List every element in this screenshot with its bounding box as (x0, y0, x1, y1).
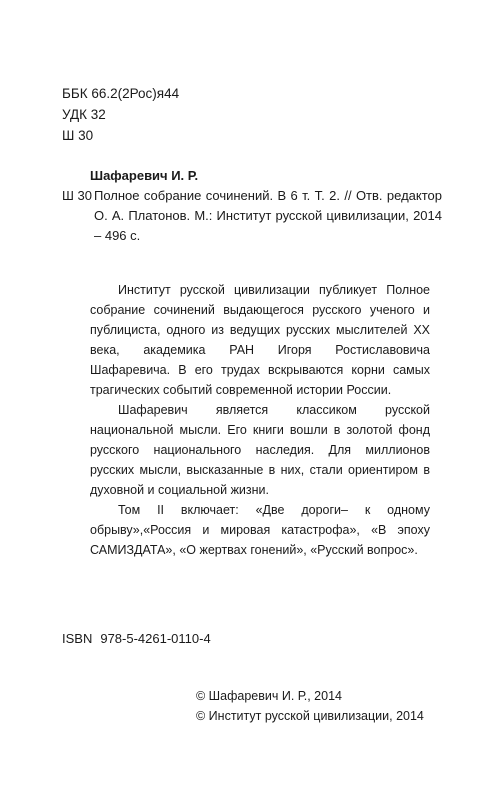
isbn-number: 978-5-4261-0110-4 (100, 631, 211, 646)
record-code: Ш 30 (62, 188, 92, 203)
copyright-publisher: © Институт русской цивилизации, 2014 (196, 709, 424, 723)
annotation (90, 280, 430, 560)
annotation-paragraph: Том II включает: «Две дороги– к одному обрыву»,«Россия и мировая катастрофа», «В эпоху САМИЗДАТА», «О жертвах гонений», «Русский вопрос». (90, 503, 430, 557)
bibliographic-record (62, 166, 442, 246)
record-entry (62, 186, 442, 246)
classification-block (62, 83, 179, 146)
record-author: Шафаревич И. Р. (90, 168, 199, 183)
record-description: Полное собрание сочинений. В 6 т. Т. 2. // Отв. редактор О. А. Платонов. М.: Институт русской цивилизации, 2014 – 496 с. (94, 188, 442, 243)
isbn-label: ISBN (62, 631, 93, 646)
annotation-paragraph: Шафаревич является классиком русской национальной мысли. Его книги вошли в золотой фонд русского национального наследия. Для миллионов русских мысли, высказанные в них, стали ориентиром в духовной и социальной жизни. (90, 403, 430, 497)
udk-index: УДК 32 (62, 107, 106, 122)
copyright-author: © Шафаревич И. Р., 2014 (196, 689, 342, 703)
annotation-paragraph: Институт русской цивилизации публикует Полное собрание сочинений выдающегося русского ученого и публициста, одного из ведущих русских мыслителей XX века, академика РАН Игоря Ростиславовича Шафаревича. В его трудах вскрываются корни самых трагических событий современной истории России. (90, 283, 430, 397)
author-code: Ш 30 (62, 128, 94, 143)
isbn-line (62, 631, 211, 646)
copyright-block (196, 686, 424, 726)
bbk-index: ББК 66.2(2Рос)я44 (62, 86, 180, 101)
